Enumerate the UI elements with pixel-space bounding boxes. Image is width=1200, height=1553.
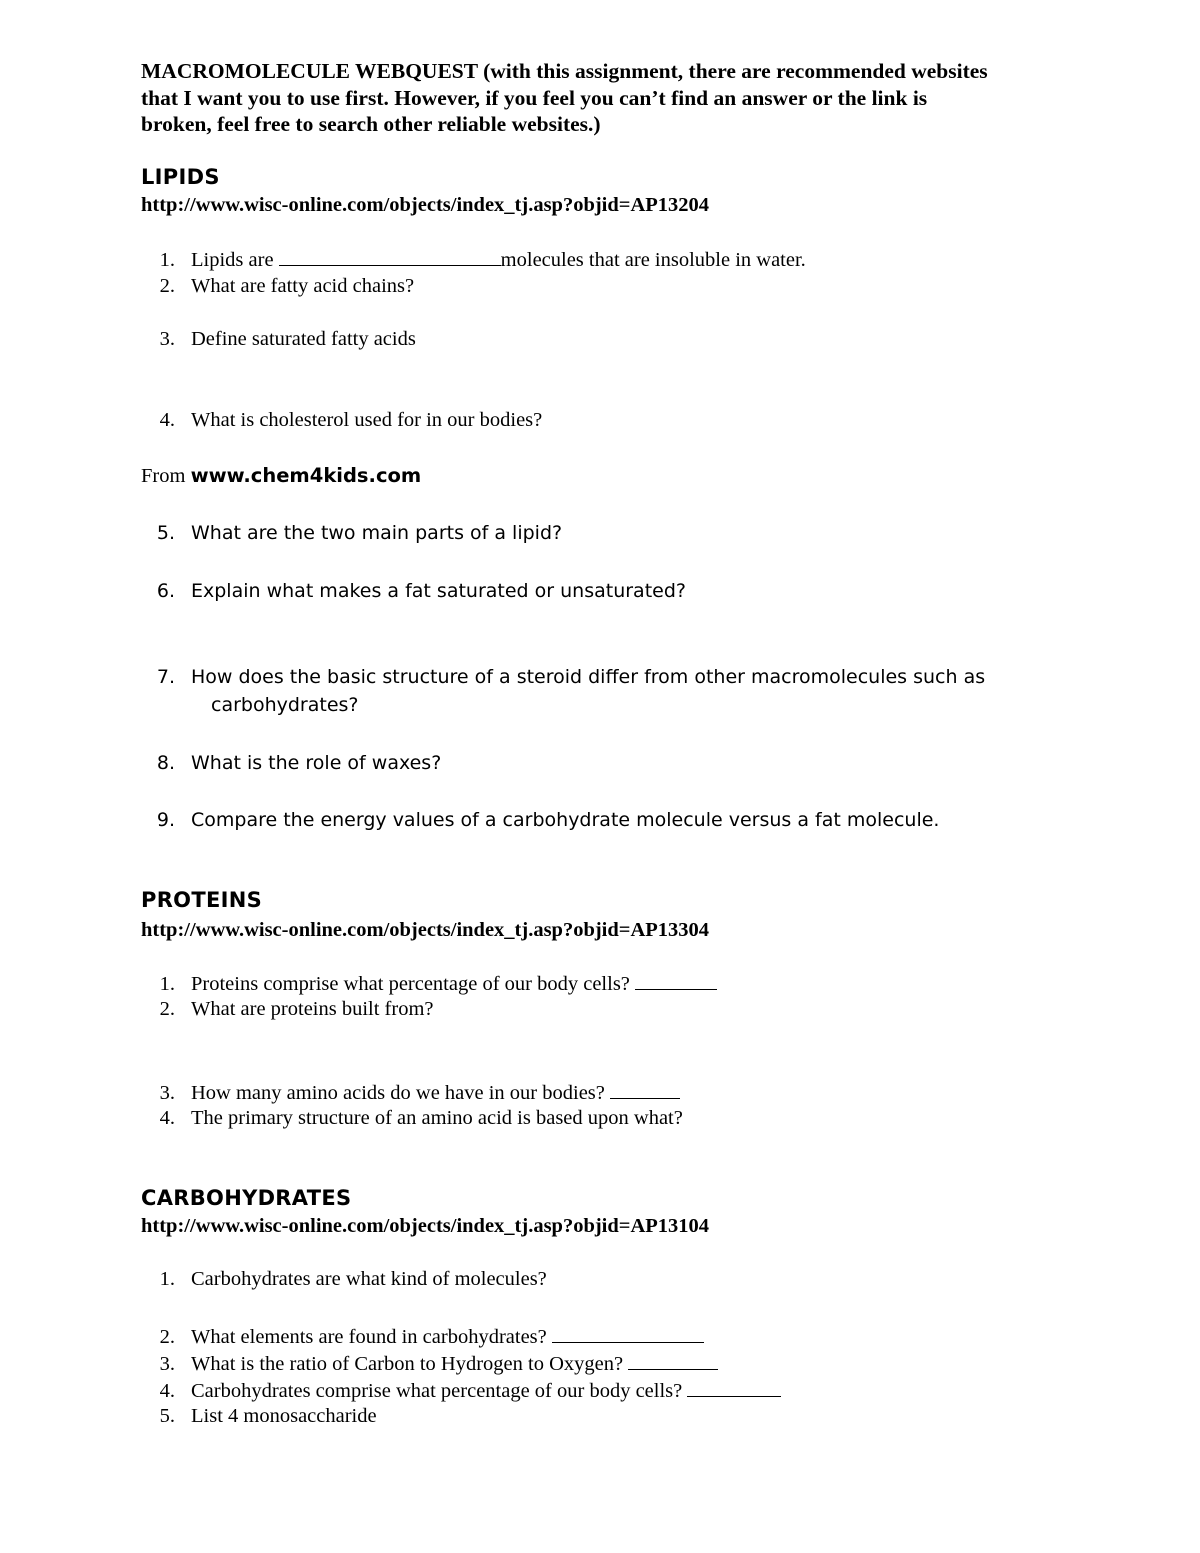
question-text: List 4 monosaccharide (191, 1405, 377, 1427)
question-number: 3. (159, 1353, 175, 1375)
question-number: 7. (156, 666, 175, 688)
question-number: 5. (159, 1405, 175, 1427)
proteins-url: http://www.wisc-online.com/objects/index_tj.asp?objid=AP13304 (141, 919, 710, 941)
lipids-q5 (145, 522, 562, 544)
question-text: What are the two main parts of a lipid? (191, 522, 563, 544)
question-text: How does the basic structure of a steroid differ from other macromolecules such as (191, 666, 986, 688)
answer-blank (610, 1080, 680, 1099)
question-text: Carbohydrates comprise what percentage of our body cells? (191, 1380, 688, 1402)
proteins-q4 (145, 1107, 683, 1130)
question-text: Carbohydrates are what kind of molecules? (191, 1268, 547, 1290)
question-text: What elements are found in carbohydrates? (191, 1326, 552, 1348)
question-number: 5. (156, 522, 175, 544)
question-number: 4. (159, 1107, 175, 1129)
question-text: What are fatty acid chains? (191, 275, 415, 297)
question-text: Explain what makes a fat saturated or unsaturated? (191, 580, 686, 602)
question-number: 8. (156, 752, 175, 774)
intro-line-3: broken, feel free to search other reliable websites.) (141, 112, 601, 136)
question-text: Lipids are (191, 249, 279, 271)
proteins-heading: PROTEINS (141, 888, 262, 912)
question-text: How many amino acids do we have in our bodies? (191, 1082, 611, 1104)
chem4kids-site: www.chem4kids.com (190, 464, 422, 487)
question-number: 2. (159, 275, 175, 297)
lipids-q1 (145, 247, 806, 272)
carbohydrates-q4 (145, 1378, 781, 1403)
carbohydrates-q1 (145, 1268, 547, 1291)
answer-blank (635, 971, 717, 990)
answer-blank (552, 1324, 704, 1343)
lipids-url: http://www.wisc-online.com/objects/index_tj.asp?objid=AP13204 (141, 194, 710, 216)
lipids-q4 (145, 409, 542, 432)
carbohydrates-q5 (145, 1405, 377, 1428)
question-number: 3. (159, 1082, 175, 1104)
question-number: 3. (159, 328, 175, 350)
intro-line-2: that I want you to use first. However, if you feel you can’t find an answer or the link is (141, 85, 928, 110)
answer-blank (279, 247, 501, 266)
proteins-q3 (145, 1080, 680, 1105)
lipids-q7 (145, 666, 985, 688)
question-number: 1. (159, 1268, 175, 1290)
question-number: 4. (159, 409, 175, 431)
lipids-q2 (145, 275, 414, 298)
intro-line-1: MACROMOLECULE WEBQUEST (with this assignment, there are recommended websites (141, 59, 988, 83)
lipids-q6 (145, 580, 686, 602)
carbohydrates-heading: CARBOHYDRATES (141, 1186, 352, 1210)
lipids-heading: LIPIDS (141, 165, 220, 189)
from-source-line (141, 464, 421, 488)
proteins-q1 (145, 971, 717, 996)
question-number: 1. (159, 249, 175, 271)
question-text: The primary structure of an amino acid is based upon what? (191, 1107, 683, 1129)
question-text: Proteins comprise what percentage of our body cells? (191, 973, 636, 995)
lipids-q7-continued: carbohydrates? (211, 694, 359, 716)
lipids-q9 (145, 809, 939, 831)
question-text: What is cholesterol used for in our bodies? (191, 409, 543, 431)
carbohydrates-q2 (145, 1324, 704, 1349)
question-text: What are proteins built from? (191, 998, 434, 1020)
proteins-q2 (145, 998, 434, 1021)
intro-text (141, 58, 988, 138)
question-text: Define saturated fatty acids (191, 328, 416, 350)
from-label: From (141, 465, 191, 487)
lipids-q8 (145, 752, 441, 774)
question-number: 1. (159, 973, 175, 995)
lipids-q3 (145, 328, 416, 351)
question-text: Compare the energy values of a carbohydrate molecule versus a fat molecule. (191, 809, 940, 831)
question-number: 2. (159, 1326, 175, 1348)
answer-blank (628, 1351, 718, 1370)
question-text-after: molecules that are insoluble in water. (500, 249, 806, 271)
question-number: 6. (156, 580, 175, 602)
carbohydrates-url: http://www.wisc-online.com/objects/index_tj.asp?objid=AP13104 (141, 1215, 710, 1237)
question-number: 9. (156, 809, 175, 831)
question-text: What is the ratio of Carbon to Hydrogen to Oxygen? (191, 1353, 629, 1375)
question-number: 2. (159, 998, 175, 1020)
carbohydrates-q3 (145, 1351, 718, 1376)
question-text: What is the role of waxes? (191, 752, 442, 774)
question-number: 4. (159, 1380, 175, 1402)
answer-blank (687, 1378, 781, 1397)
